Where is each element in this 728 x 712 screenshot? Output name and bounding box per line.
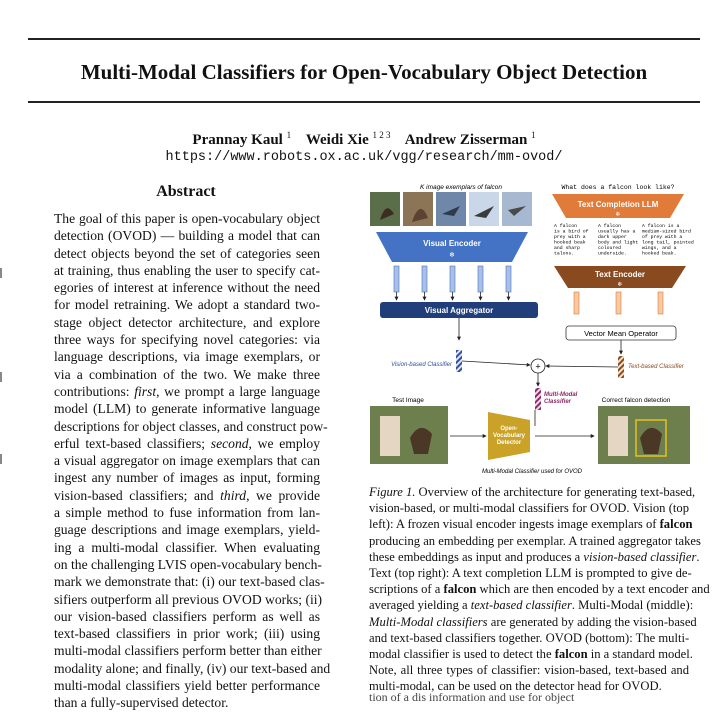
- snowflake-icon: ❄: [615, 212, 621, 218]
- caption-line: modal classifier is used to detect the falcon in a standard model.: [369, 647, 693, 662]
- author-name: Weidi Xie: [305, 132, 369, 148]
- next-column-text: tion of a dis information and use for object: [369, 690, 575, 704]
- caption-line: Text (top right): A text completion LLM is prompted to give de-: [369, 566, 692, 581]
- figure-1: [366, 180, 696, 480]
- caption-line: left): A frozen visual encoder ingests image exemplars of falcon: [369, 517, 693, 532]
- abstract-line: at training, thus enabling the user to specify cat-: [54, 262, 320, 278]
- text-encoder-label: Text Encoder: [594, 270, 646, 279]
- abstract-line: three ways for specifying novel categories: via: [54, 332, 320, 348]
- detector-label: Open-Vocabulary Detector: [493, 426, 525, 446]
- description-3: A falcon is a medium-sized bird of prey with a long tail, pointed wings, and a hooked beak.: [642, 224, 694, 257]
- vision-classifier-label: Vision-based Classifier: [391, 362, 452, 368]
- abstract-line: The goal of this paper is open-vocabulary object: [54, 211, 320, 226]
- top-rule: [28, 38, 700, 40]
- abstract-line: vision-based classifiers; and third, we provide: [54, 487, 320, 503]
- abstract-line: stage object detector architecture, and explore: [54, 314, 320, 330]
- abstract-line: via a combination of the two. We make three: [54, 366, 320, 382]
- abstract-line: detect objects beyond the set of categories seen: [54, 245, 320, 261]
- margin-mark: [0, 372, 2, 382]
- exemplars-label: K image exemplars of falcon: [419, 184, 503, 191]
- text-classifier-bar: [618, 356, 624, 378]
- figure-caption: [369, 484, 710, 695]
- author-affiliation: 1 2 3: [372, 130, 391, 140]
- abstract-line: our vision-based classifiers perform as well as: [54, 608, 320, 624]
- abstract-line: multi-modal classifiers yield better performance: [54, 678, 320, 694]
- caption-line: Figure 1. Overview of the architecture for generating text-based,: [369, 485, 696, 499]
- test-image-label: Test Image: [392, 397, 424, 404]
- caption-line: averaged yielding a text-based classifier. Multi-Modal (middle):: [369, 598, 694, 613]
- author-name: Prannay Kaul: [192, 132, 283, 148]
- abstract-line: model (LLM) to generate informative language: [54, 401, 320, 417]
- caption-line: multi-modal, can be used on the detector head for OVOD.: [369, 679, 662, 694]
- vector-mean-label: Vector Mean Operator: [584, 329, 658, 338]
- detection-label: Correct falcon detection: [601, 397, 671, 404]
- caption-line: scriptions of a falcon which are then encoded by a text encoder and: [369, 582, 710, 597]
- abstract-line: egories of interest at inference without the need: [54, 280, 320, 296]
- author-list: [0, 130, 728, 149]
- caption-line: and text-based classifiers together. OVOD (bottom): The multi-: [369, 630, 690, 645]
- author-affiliation: 1: [286, 130, 292, 140]
- description-2: A falcon usually has a dark upper body and light coloured underside.: [598, 224, 639, 257]
- abstract-line: language descriptions, via image exemplars, or: [54, 349, 320, 365]
- caption-line: Multi-Modal classifiers are generated by adding the vision-based: [369, 614, 697, 629]
- llm-query: What does a falcon look like?: [561, 184, 675, 191]
- exemplar-image: [370, 192, 400, 226]
- visual-encoder-label: Visual Encoder: [423, 239, 481, 248]
- margin-mark: [0, 268, 2, 278]
- abstract-line: on the challenging LVIS open-vocabulary bench-: [54, 556, 322, 572]
- text-embeddings: [574, 292, 663, 314]
- margin-mark: [0, 454, 2, 464]
- mm-classifier-label: Multi-Modal Classifier: [544, 392, 578, 405]
- abstract-line: ing a multi-modal classifier. When evaluating: [54, 539, 320, 555]
- caption-line: vision-based, or multi-modal classifiers for OVOD. Vision (top: [369, 501, 689, 516]
- paper-title: Multi-Modal Classifiers for Open-Vocabulary Object Detection: [80, 60, 648, 84]
- abstract-line: erful text-based classifiers; second, we employ: [54, 435, 320, 451]
- caption-line: these embeddings as input and produces a vision-based classifier.: [369, 549, 700, 564]
- snowflake-icon: ❄: [617, 282, 623, 288]
- abstract-body: [54, 210, 331, 712]
- abstract-line: sifiers outperform all previous OVOD works; (ii): [54, 591, 323, 607]
- exemplar-images: [370, 192, 532, 226]
- abstract-line: mark we demonstrate that: (i) our text-based clas-: [54, 574, 325, 590]
- caption-line: Note, all three types of classifier: vision-based, text-based and: [369, 663, 689, 678]
- abstract-heading: Abstract: [156, 183, 216, 200]
- exemplar-image: [436, 192, 466, 226]
- abstract-line: multi-modal classifiers perform better than either: [54, 643, 322, 659]
- vision-classifier-bar: [456, 350, 462, 372]
- abstract-line: a visual aggregator on image exemplars that can: [54, 453, 320, 469]
- description-1: A falcon is a bird of prey with a hooked beak and sharp talons.: [554, 224, 589, 257]
- exemplar-image: [403, 192, 433, 226]
- vision-embeddings: [394, 266, 511, 300]
- abstract-line: a simple method to fuse information from lan-: [54, 505, 320, 521]
- abstract-line: than a fully-supervised detector.: [54, 695, 229, 711]
- exemplar-image: [469, 192, 499, 226]
- abstract-line: contributions: first, we prompt a large language: [54, 383, 320, 399]
- author-affiliation: 1: [531, 130, 536, 140]
- snowflake-icon: ❄: [449, 252, 455, 259]
- mm-classifier-bar: [535, 388, 541, 410]
- caption-line: producing an embedding per exemplar. A trained aggregator takes: [369, 533, 701, 548]
- llm-descriptions: [554, 223, 694, 257]
- project-url[interactable]: https://www.robots.ox.ac.uk/vgg/research/mm-ovod/: [165, 150, 563, 165]
- plus-sign: +: [535, 361, 541, 372]
- abstract-line: for model retraining. We adopt a standard two-: [54, 297, 320, 313]
- used-for-label: Multi-Modal Classifier used for OVOD: [481, 469, 583, 475]
- abstract-line: guage descriptions and image exemplars, yield-: [54, 522, 320, 538]
- visual-aggregator-label: Visual Aggregator: [424, 306, 494, 315]
- abstract-line: detection (OVOD) — building a model that can: [54, 228, 320, 244]
- text-classifier-label: Text-based Classifier: [628, 364, 684, 370]
- abstract-line: text-based classifiers in prior work; (iii) using: [54, 626, 320, 642]
- abstract-line: descriptions for object classes, and construct pow-: [54, 418, 328, 434]
- abstract-line: ingest any number of images as input, forming: [54, 470, 320, 486]
- text-completion-label: Text Completion LLM: [577, 200, 659, 209]
- author-name: Andrew Zisserman: [404, 132, 528, 148]
- abstract-line: modality alone; and finally, (iv) our text-based and: [54, 660, 331, 676]
- title-bottom-rule: [28, 101, 700, 103]
